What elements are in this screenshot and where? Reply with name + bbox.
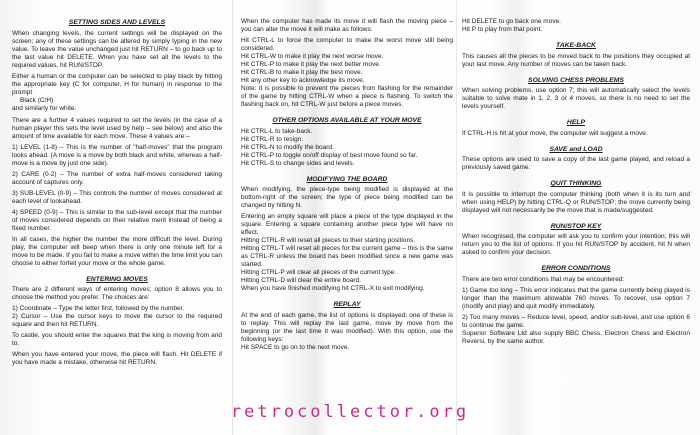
paragraph: Either a human or the computer can be selected to play black by hitting the appropriate key (C for computer, H for human) in response to the prompt xyxy=(12,72,222,96)
paragraph: In all cases, the higher the number the more difficult the level. During play, the computer will beep when there is only one minute left for a move to be made. If you fail to make a move within the time limit you can choose to either forfeit your move or the whole game. xyxy=(12,235,222,267)
watermark: retrocollector.org xyxy=(230,402,470,422)
paragraph: 4) SPEED (0-9) – This is similar to the sub-level except that the number of moves considered depends on their relative merit instead of being a fixed number. xyxy=(12,208,222,232)
paragraph: There are 2 different ways of entering moves; option 8 allows you to choose the method you prefer. The choices are: xyxy=(12,286,222,301)
paragraph: Hit CTRL-P to make it play the next better move. xyxy=(241,61,381,68)
paragraph: Hit CTRL-L to take-back. xyxy=(241,127,313,135)
paragraph: Hitting CTRL-P will clear all pieces of the current type. xyxy=(241,269,397,276)
paragraph: Hit P to play from that point. xyxy=(462,26,543,33)
paragraph: Hit CTRL-S to change sides and levels. xyxy=(241,159,355,167)
paragraph: Hitting CTRL-T will reset all pieces for the current game – this is the same as CTRL-R unless the board has been modified since a new game was started. xyxy=(241,245,453,268)
paragraph: Hit SPACE to go on to the next move. xyxy=(241,343,350,351)
heading-help: HELP xyxy=(566,119,586,126)
heading-entering-moves: ENTERING MOVES xyxy=(86,275,148,283)
paragraph: Hit CTRL-B to make it play the best move. xyxy=(241,69,363,76)
paragraph: When solving problems, use option 7; this will automatically select the levels suitable to solve mate in 1, 2, 3 or 4 moves, so there is no need to set the levels yourself. xyxy=(462,87,690,110)
heading-save-load: SAVE and LOAD xyxy=(549,145,603,153)
paragraph: 1) LEVEL (1-8) – This is the number of "half-moves" that the program looks ahead. (A move is a move by both black and white, whereas a half-move is a move by just one side). xyxy=(12,143,222,167)
heading-run-stop-key: RUN/STOP KEY xyxy=(550,222,602,230)
column-left xyxy=(12,18,222,370)
paragraph: Superior Software Ltd also supply BBC Chess, Electron Chess and Electron Reversi, by the same author. xyxy=(462,329,690,345)
paragraph: When changing levels, the current settings will be displayed on the screen; any of these settings can be altered by simply typing in the new value. To leave the value unchanged just hit RETURN – to go back up to the last value hit DELETE. When you have set all the levels to the required values, hit RUN/STOP. xyxy=(12,29,222,69)
paragraph: When modifying, the piece-type being modified is displayed at the bottom-right of the screen; the type of piece being modified can be changed by hitting N. xyxy=(241,186,453,209)
column-right xyxy=(462,18,690,349)
paragraph: These options are used to save a copy of the last game played, and reload a previously saved game. xyxy=(462,156,690,171)
paragraph: 2) Too many moves – Reduce level, speed, and/or sub-level, and use option 6 to continue the game. xyxy=(462,313,690,329)
paragraph: Hit DELETE to go back one move. xyxy=(462,18,561,25)
paragraph: Hit CTRL-L to force the computer to make the worst move still being considered. xyxy=(241,37,453,52)
paragraph: It is possible to interrupt the computer thinking (both when it is its turn and when using HELP) by hitting CTRL-Q or RUN/STOP; the move currently being displayed will not necessarily be the move that is made/suggested. xyxy=(462,190,690,214)
heading-error-conditions: ERROR CONDITIONS xyxy=(541,265,611,272)
paragraph: This causes all the pieces to be moved back to the positions they occupied at your last move. Any number of moves can be taken back. xyxy=(462,52,690,68)
paragraph: Hitting CTRL-D will clear the entire board. xyxy=(241,277,361,284)
paragraph: When the computer has made its move it will flash the moving piece – you can alter the move it will make as follows: xyxy=(241,18,453,33)
paragraph: If CTRL-H is hit at your move, the computer will suggest a move. xyxy=(462,129,648,137)
paragraph: and similarly for white. xyxy=(12,104,77,112)
heading-replay: REPLAY xyxy=(333,301,361,308)
paragraph: 1) Coordinate – Type the letter first, followed by the number. xyxy=(12,305,185,312)
heading-setting-sides: SETTING SIDES AND LEVELS xyxy=(68,19,166,26)
paragraph: When you have entered your move, the piece will flash. Hit DELETE if you have made a mistake, otherwise hit RETURN. xyxy=(12,351,222,366)
paragraph: Black (C/H) xyxy=(20,96,54,104)
heading-other-options: OTHER OPTIONS AVAILABLE AT YOUR MOVE xyxy=(272,117,422,124)
paragraph: 1) Game too long – This error indicates that the game currently being played is longer than the maximum allowable 760 moves. To recover, use option 7 (modify and play) and quit modify immediately. xyxy=(462,286,690,310)
paragraph: Hit CTRL-N to modify the board. xyxy=(241,143,334,151)
paragraph: Hit CTRL-R to resign. xyxy=(241,135,304,143)
heading-solving-problems: SOLVING CHESS PROBLEMS xyxy=(528,76,624,84)
paragraph: 2) CARE (0-2) – The number of extra half-moves considered taking account of captures only. xyxy=(12,170,222,186)
fold-line xyxy=(456,0,457,435)
fold-line xyxy=(232,0,233,435)
heading-quit-thinking: QUIT THINKING xyxy=(550,180,602,187)
heading-modifying-board: MODIFYING THE BOARD xyxy=(306,175,388,183)
paragraph: To castle, you should enter the squares that the king is moving from and to. xyxy=(12,332,222,347)
paragraph: Hitting CTRL-R will reset all pieces to their starting positions. xyxy=(241,237,416,244)
heading-take-back: TAKE-BACK xyxy=(556,42,596,49)
paragraph: Hit CTRL-W to make it play the next worse move. xyxy=(241,53,384,60)
paragraph: Hit any other key to acknowledge its move. xyxy=(241,77,365,84)
paragraph: Hit CTRL-P to toggle on/off display of best move found so far. xyxy=(241,151,418,159)
paragraph: 2) Cursor – Use the cursor keys to move the cursor to the required square and then hit RETURN. xyxy=(12,313,222,328)
paragraph: Note: It is possible to prevent the pieces from flashing for the remainder of the game by hitting CTRL-W when a piece is flashing. To switch the flashing back on, hit CTRL-W just before a piece moves. xyxy=(241,85,453,108)
paragraph: There are a further 4 values required to set the levels (in the case of a human player this sets the level used by help – see below) and also the amount of time available for each move. These 4 values are:– xyxy=(12,116,222,140)
paragraph: At the end of each game, the list of options is displayed; one of these is to replay. This will replay the last game, move by move from the beginning (or the last time it was modified). With this option, use the following keys: xyxy=(241,311,453,343)
paragraph: There are two error conditions that may be encountered: xyxy=(462,275,625,283)
paragraph: When you have finished modifying hit CTRL-X to exit modifying. xyxy=(241,285,425,292)
paragraph: When recognised, the computer will ask you to confirm your intention; this will return you to the list of options. If you hit RUN/STOP by accident, hit N when asked to confirm your decision. xyxy=(462,233,690,256)
column-middle xyxy=(241,18,453,355)
paragraph: Entering an empty square will place a piece of the type displayed in the square. Entering a square containing another piece type will have no effect. xyxy=(241,213,453,236)
paragraph: 3) SUB-LEVEL (0-9) – This controls the number of moves considered at each level of lookahead. xyxy=(12,189,222,205)
